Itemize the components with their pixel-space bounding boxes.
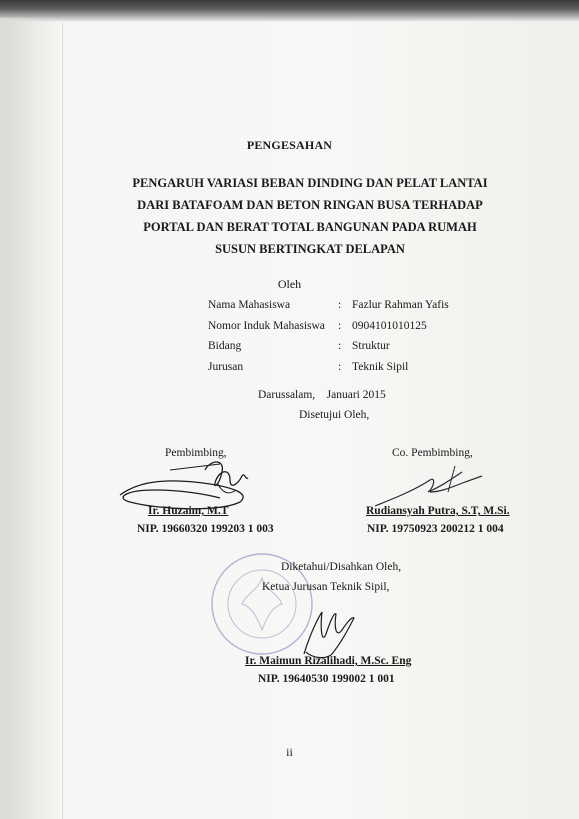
title-line: SUSUN BERTINGKAT DELAPAN xyxy=(215,242,405,256)
pembimbing-name: Ir. Huzaim, M.T xyxy=(148,505,229,517)
ratified-by-label: Diketahui/Disahkan Oleh, xyxy=(281,561,402,573)
info-label: Nama Mahasiswa xyxy=(208,299,291,311)
info-label: Bidang xyxy=(208,340,242,352)
pembimbing-role: Pembimbing, xyxy=(165,447,227,459)
co-pembimbing-name: Rudiansyah Putra, S.T, M.Si. xyxy=(366,505,510,517)
student-info xyxy=(208,295,449,377)
ketua-nip: NIP. 19640530 199002 1 001 xyxy=(258,673,395,685)
scan-top-edge xyxy=(0,0,579,22)
page-number: ii xyxy=(286,745,293,759)
title-line: PORTAL DAN BERAT TOTAL BANGUNAN PADA RUMAH xyxy=(143,220,477,234)
co-pembimbing-role: Co. Pembimbing, xyxy=(392,447,473,459)
info-value: Fazlur Rahman Yafis xyxy=(352,299,449,311)
page-heading: PENGESAHAN xyxy=(246,138,333,152)
place-date: Darussalam, Januari 2015 xyxy=(258,389,386,401)
info-row: Nomor Induk Mahasiswa : 0904101010125 xyxy=(208,316,449,337)
ketua-role: Ketua Jurusan Teknik Sipil, xyxy=(262,581,390,593)
info-value: 0904101010125 xyxy=(352,319,427,332)
info-row: Jurusan : Teknik Sipil xyxy=(208,357,449,378)
approved-by-label: Disetujui Oleh, xyxy=(299,409,370,421)
info-label: Nomor Induk Mahasiswa xyxy=(208,319,325,332)
info-row: Bidang : Struktur xyxy=(208,336,449,357)
info-value: Teknik Sipil xyxy=(352,360,409,373)
title-line: PENGARUH VARIASI BEBAN DINDING DAN PELAT LANTAI xyxy=(132,176,488,190)
co-pembimbing-nip: NIP. 19750923 200212 1 004 xyxy=(367,523,504,535)
pembimbing-nip: NIP. 19660320 199203 1 003 xyxy=(137,523,274,535)
by-label: Oleh xyxy=(277,277,302,291)
info-row: Nama Mahasiswa : Fazlur Rahman Yafis xyxy=(208,295,449,316)
ketua-name: Ir. Maimun Rizalihadi, M.Sc. Eng xyxy=(245,655,412,667)
info-value: Struktur xyxy=(352,340,390,352)
thesis-title xyxy=(130,172,490,260)
title-line: DARI BATAFOAM DAN BETON RINGAN BUSA TERHADAP xyxy=(137,198,483,212)
info-label: Jurusan xyxy=(208,360,244,373)
